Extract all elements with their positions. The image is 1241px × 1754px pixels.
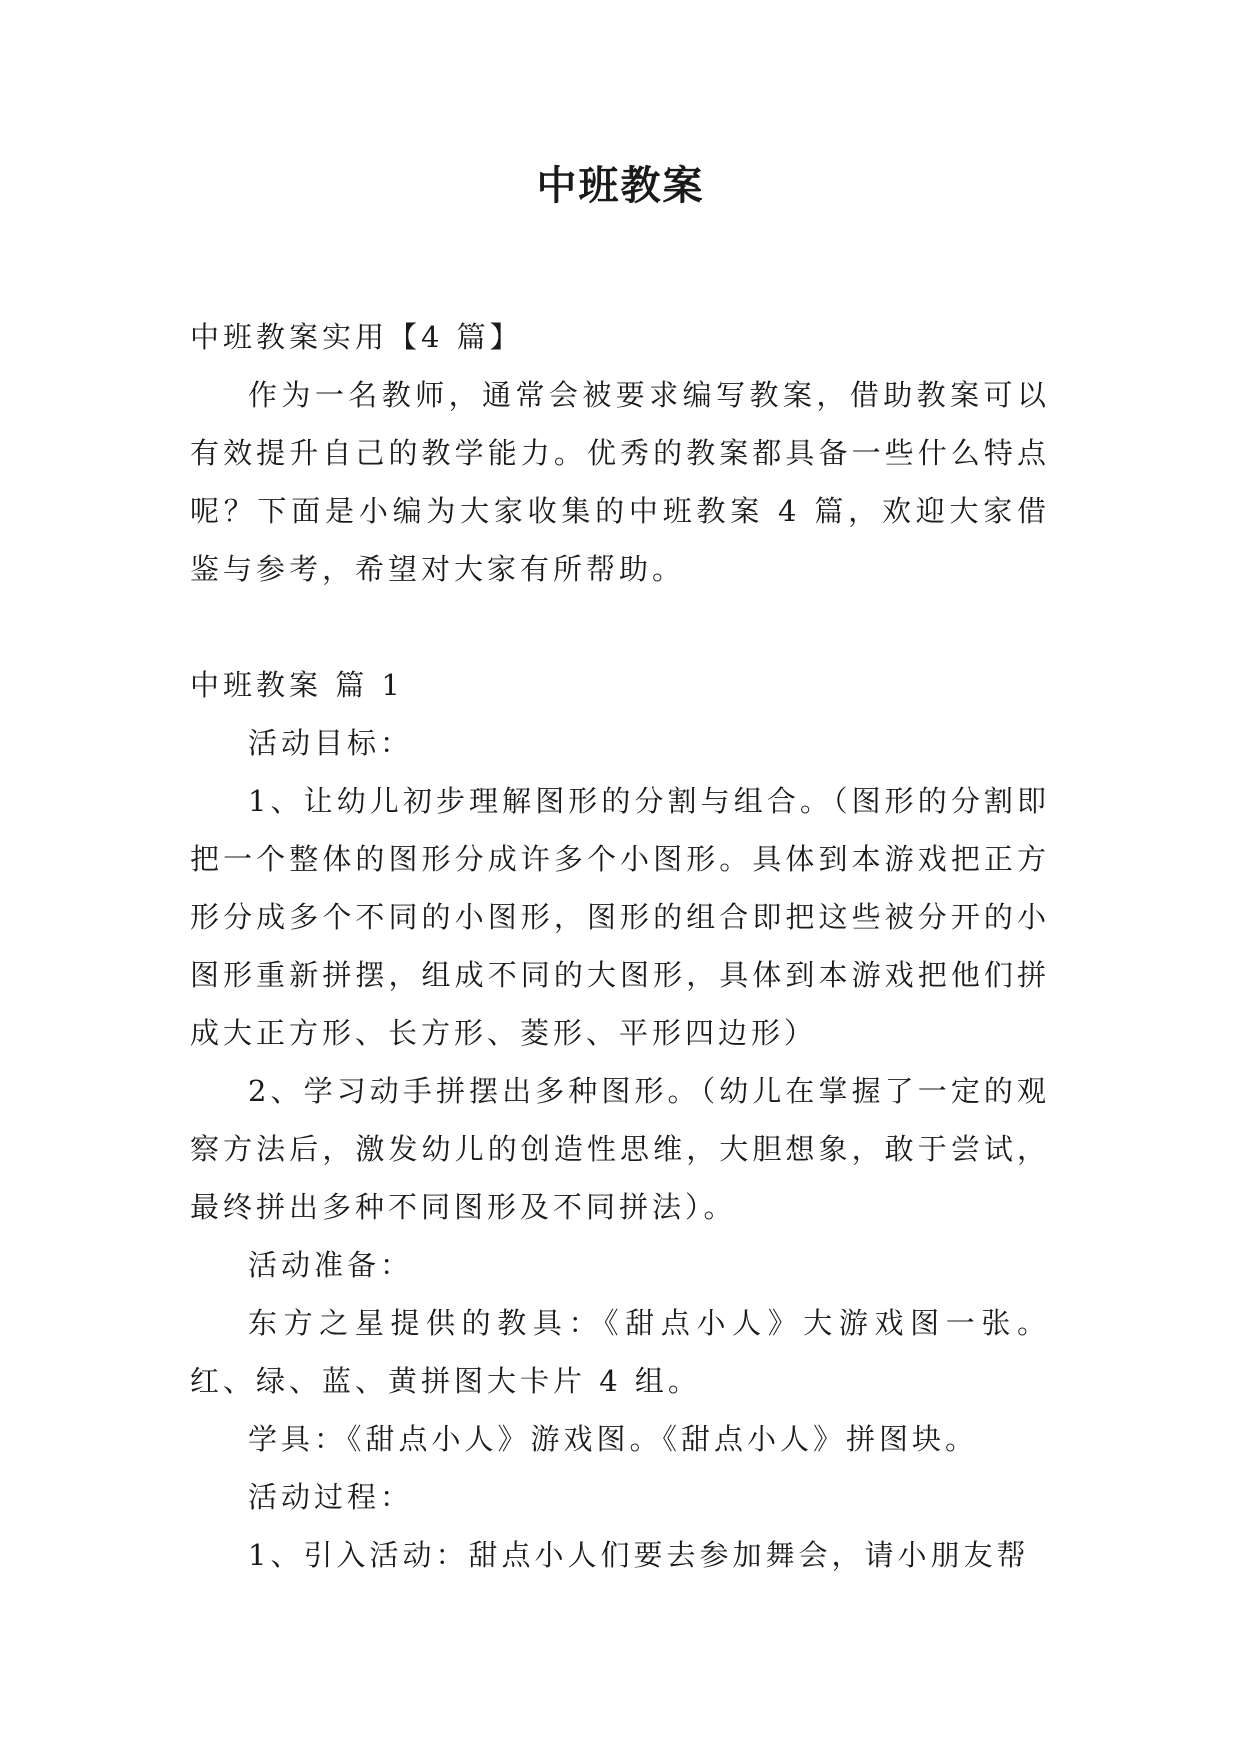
- document-body: [190, 308, 1050, 1584]
- document-title: 中班教案: [536, 162, 705, 209]
- goal-item-1: 1、让幼儿初步理解图形的分割与组合。（图形的分割即把一个整体的图形分成许多个小图形。具体到本游戏把正方形分成多个不同的小图形，图形的组合即把这些被分开的小图形重新拼摆，组成不同的大图形，具体到本游戏把他们拼成大正方形、长方形、菱形、平形四边形）: [190, 784, 1050, 1050]
- prep-label: 活动准备：: [248, 1248, 414, 1282]
- prep-item-2: 学具：《甜点小人》游戏图。《甜点小人》拼图块。: [248, 1422, 979, 1456]
- intro-paragraph: 作为一名教师，通常会被要求编写教案，借助教案可以有效提升自己的教学能力。优秀的教案都具备一些什么特点呢？下面是小编为大家收集的中班教案 4 篇，欢迎大家借鉴与参考，希望对大家有所帮助。: [190, 378, 1050, 586]
- prep-item-1: 东方之星提供的教具：《甜点小人》大游戏图一张。红、绿、蓝、黄拼图大卡片 4 组。: [190, 1306, 1050, 1398]
- goal-item-2: 2、学习动手拼摆出多种图形。（幼儿在掌握了一定的观察方法后，激发幼儿的创造性思维，大胆想象，敢于尝试，最终拼出多种不同图形及不同拼法）。: [190, 1074, 1050, 1224]
- section-heading: 中班教案 篇 1: [190, 668, 404, 702]
- goals-label: 活动目标：: [248, 726, 414, 760]
- document-subtitle: 中班教案实用【4 篇】: [190, 320, 523, 354]
- process-item-1: 1、引入活动：甜点小人们要去参加舞会，请小朋友帮: [248, 1538, 1030, 1572]
- process-label: 活动过程：: [248, 1480, 414, 1514]
